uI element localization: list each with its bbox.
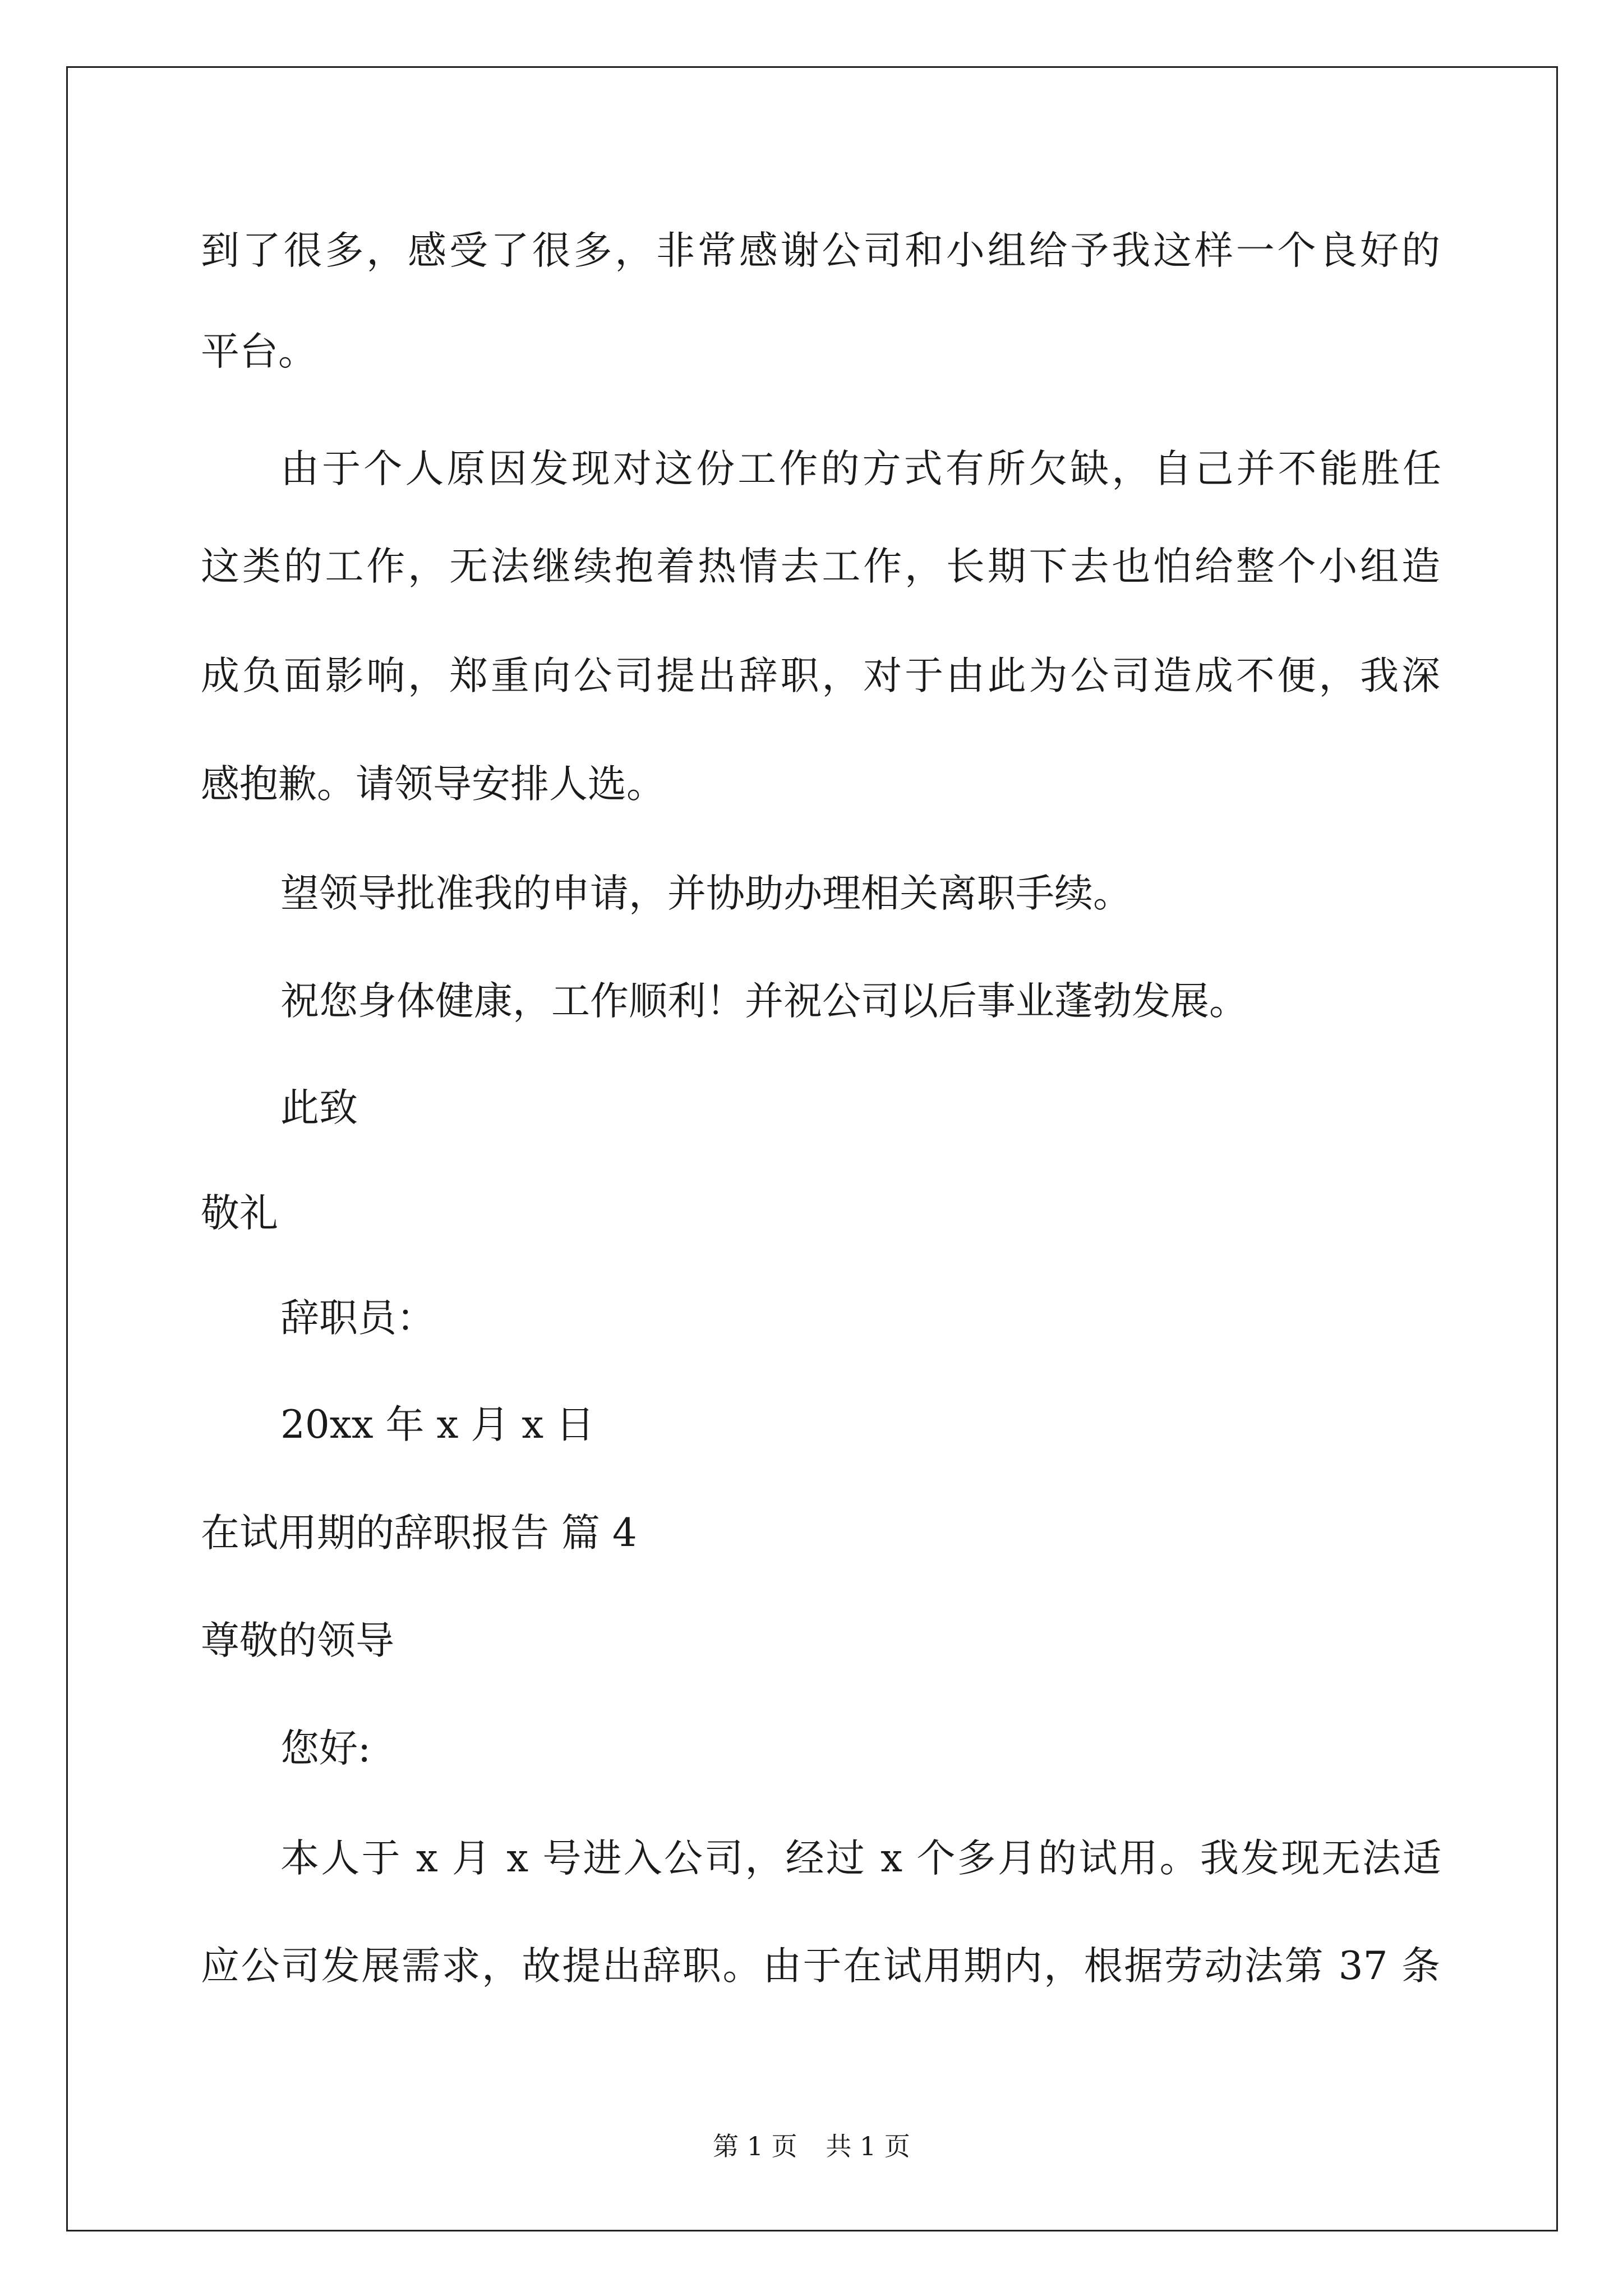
section-heading: 在试用期的辞职报告 篇 4 xyxy=(201,1511,637,1556)
signature-label: 辞职员： xyxy=(280,1296,435,1341)
body-line: 平台。 xyxy=(201,329,317,374)
body-line: 成负面影响，郑重向公司提出辞职，对于由此为公司造成不便，我深 xyxy=(201,654,1440,698)
page-number: 第 1 页 xyxy=(713,2131,797,2161)
salutation: 尊敬的领导 xyxy=(201,1618,394,1663)
body-line: 本人于 x 月 x 号进入公司，经过 x 个多月的试用。我发现无法适 xyxy=(280,1836,1441,1881)
page-border xyxy=(66,66,1558,2231)
date-line: 20xx 年 x 月 x 日 xyxy=(280,1402,595,1447)
body-line: 感抱歉。请领导安排人选。 xyxy=(201,762,665,807)
body-line: 此致 xyxy=(280,1085,358,1130)
greeting: 您好: xyxy=(280,1726,371,1771)
body-line: 到了很多，感受了很多，非常感谢公司和小组给予我这样一个良好的 xyxy=(201,228,1440,273)
body-line: 应公司发展需求，故提出辞职。由于在试用期内，根据劳动法第 37 条 xyxy=(201,1944,1440,1989)
page-footer xyxy=(0,2126,1623,2163)
body-line: 祝您身体健康，工作顺利！并祝公司以后事业蓬勃发展。 xyxy=(280,979,1248,1024)
body-line: 由于个人原因发现对这份工作的方式有所欠缺，自己并不能胜任 xyxy=(280,447,1441,491)
closing-salutation: 敬礼 xyxy=(201,1191,278,1236)
body-line: 望领导批准我的申请，并协助办理相关离职手续。 xyxy=(280,871,1132,916)
body-line: 这类的工作，无法继续抱着热情去工作，长期下去也怕给整个小组造 xyxy=(201,544,1440,589)
page-total: 共 1 页 xyxy=(826,2131,910,2161)
